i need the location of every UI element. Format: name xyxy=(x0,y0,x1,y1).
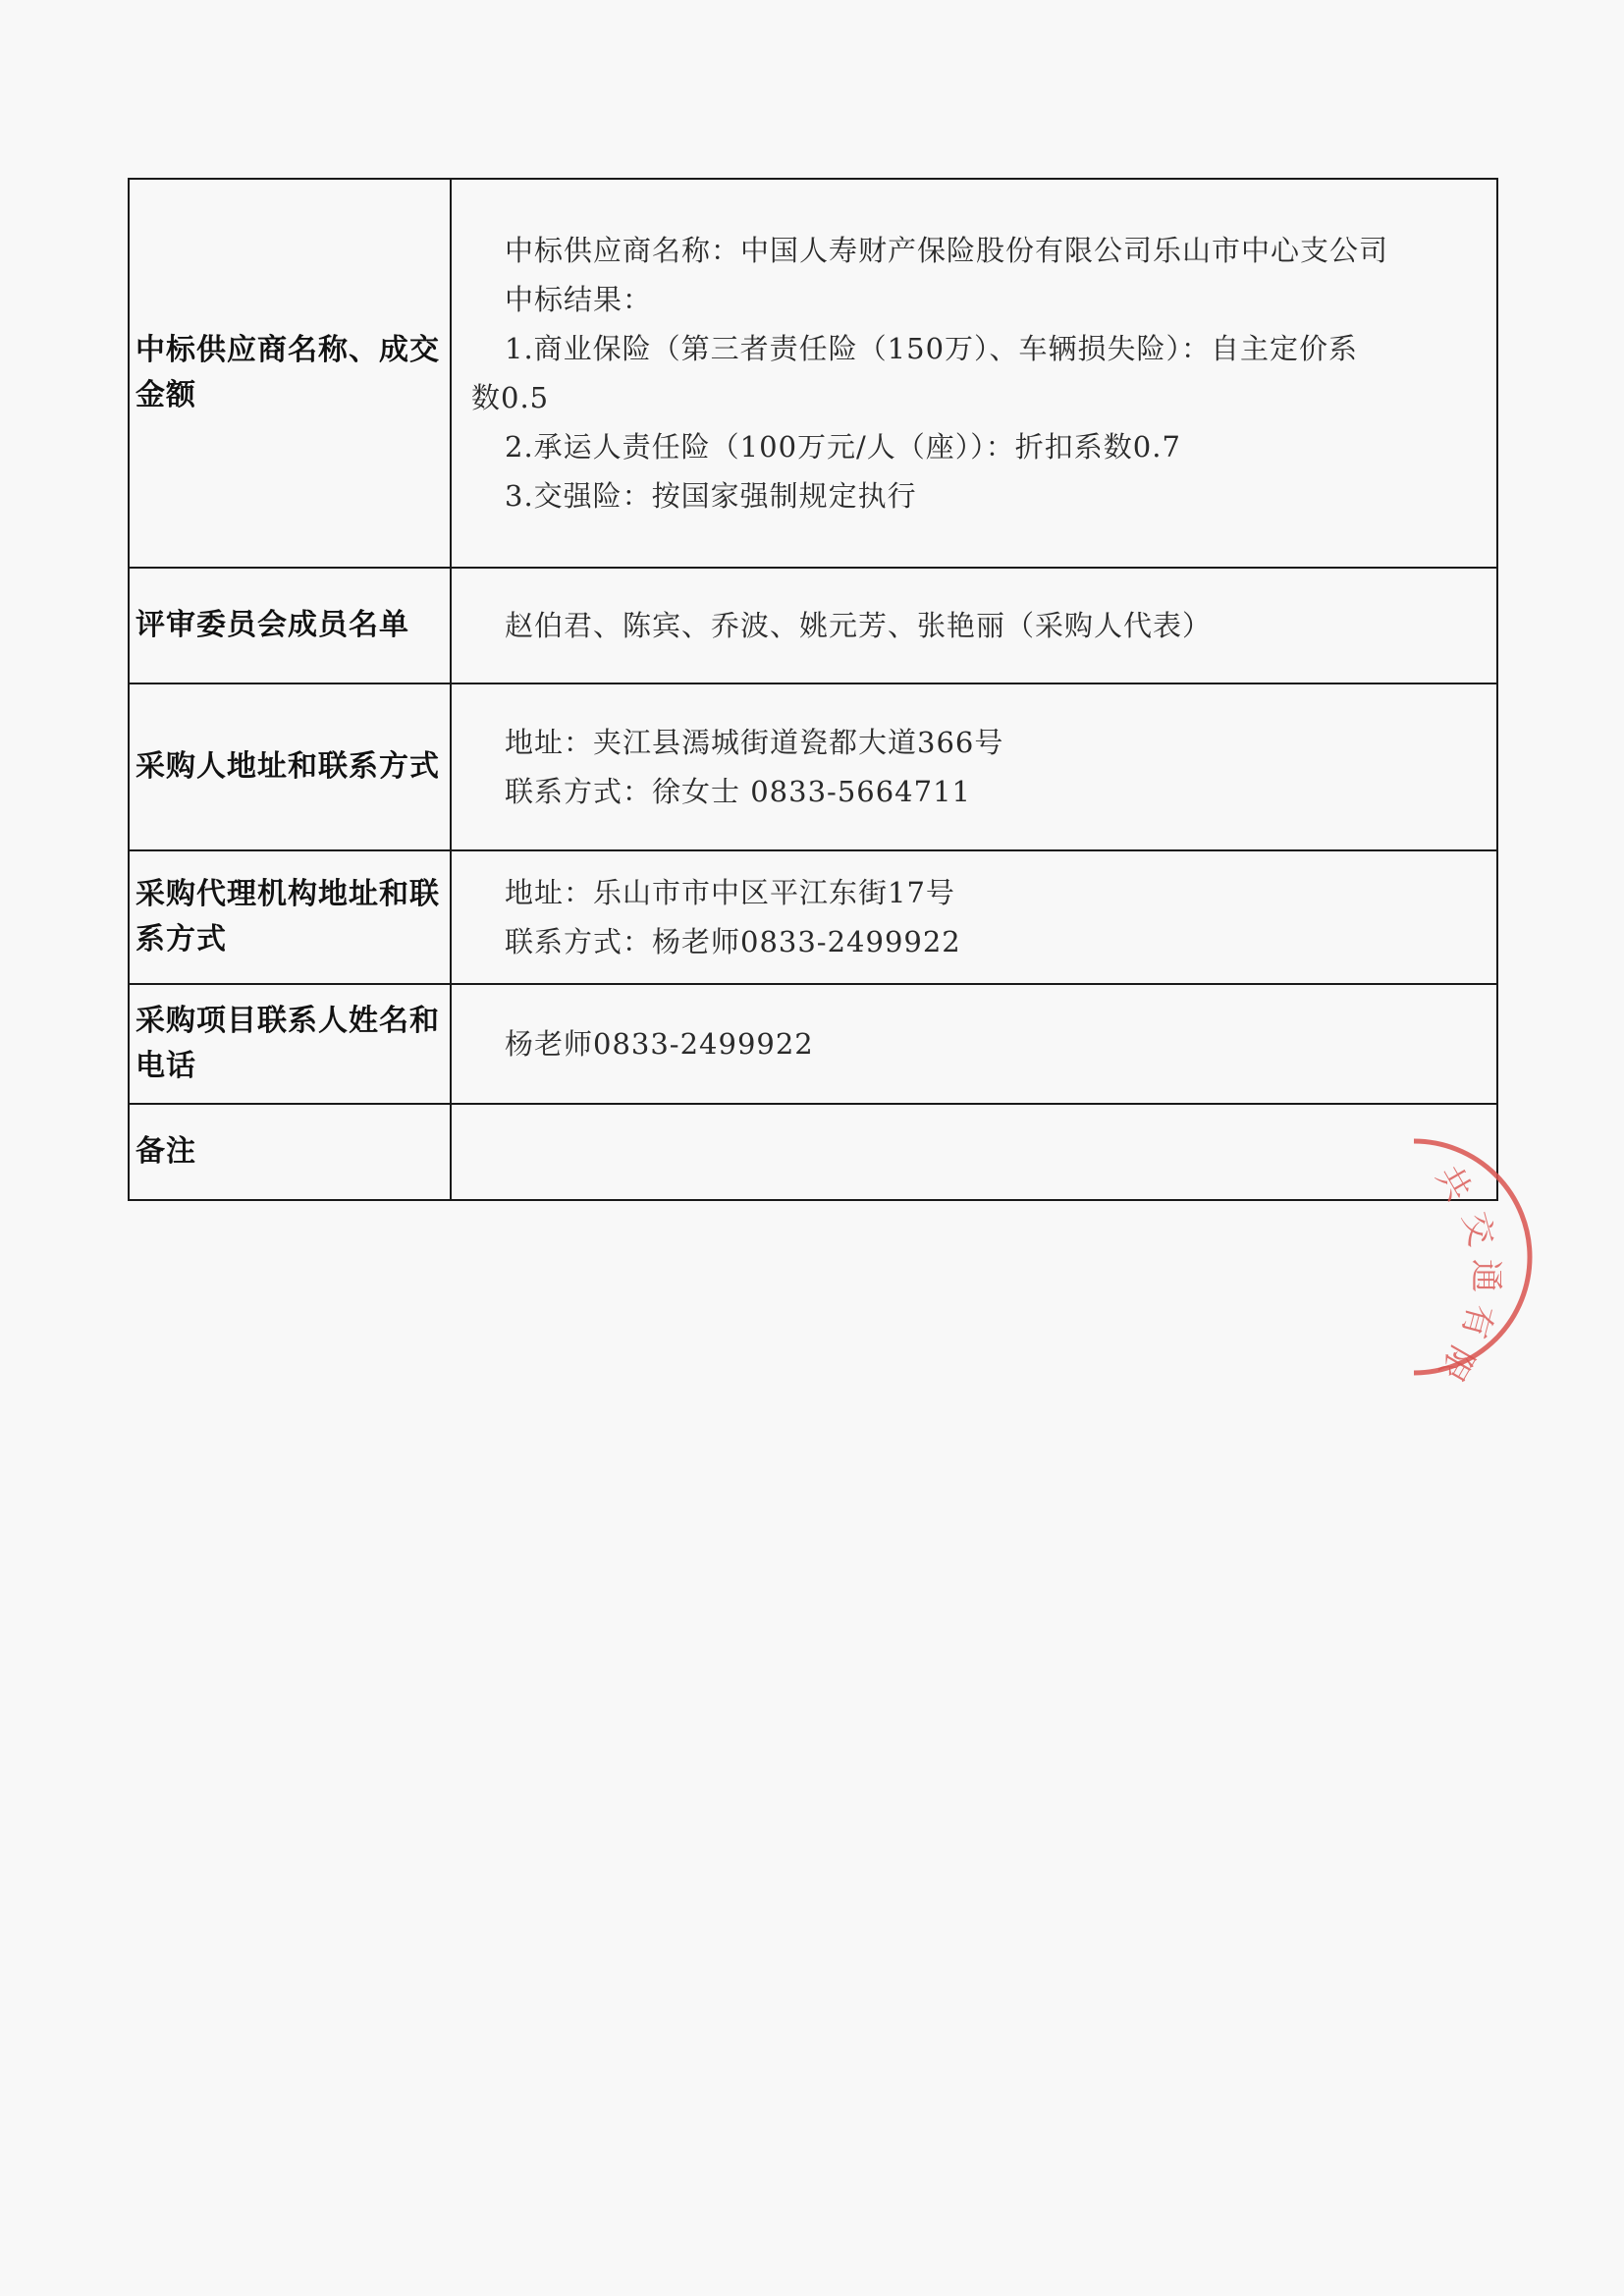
row-value xyxy=(451,850,1497,984)
table-row-review-committee xyxy=(129,568,1497,683)
value-line: 联系方式：杨老师0833-2499922 xyxy=(505,925,961,958)
svg-text:限: 限 xyxy=(1431,1339,1482,1388)
row-value xyxy=(451,984,1497,1104)
value-line: 中标供应商名称：中国人寿财产保险股份有限公司乐山市中心支公司 xyxy=(505,234,1389,267)
table-row-project-contact xyxy=(129,984,1497,1104)
value-line: 1.商业保险（第三者责任险（150万）、车辆损失险）：自主定价系 xyxy=(505,332,1359,365)
row-label: 评审委员会成员名单 xyxy=(129,568,451,683)
table-row-agency-contact xyxy=(129,850,1497,984)
row-label: 采购项目联系人姓名和电话 xyxy=(129,984,451,1104)
value-line: 赵伯君、陈宾、乔波、姚元芳、张艳丽（采购人代表） xyxy=(505,609,1213,642)
official-seal-stamp xyxy=(1414,1110,1600,1404)
row-label: 中标供应商名称、成交金额 xyxy=(129,179,451,568)
value-line: 联系方式：徐女士 0833-5664711 xyxy=(505,775,971,808)
svg-text:共: 共 xyxy=(1428,1159,1479,1208)
value-line: 数0.5 xyxy=(471,381,550,414)
row-value xyxy=(451,568,1497,683)
table-row-winning-supplier xyxy=(129,179,1497,568)
award-info-table xyxy=(128,178,1498,1201)
value-line: 中标结果： xyxy=(505,283,653,316)
value-line: 地址：乐山市市中区平江东街17号 xyxy=(505,876,955,909)
svg-text:交: 交 xyxy=(1454,1207,1501,1251)
table-row-purchaser-contact xyxy=(129,683,1497,850)
value-line: 2.承运人责任险（100万元/人（座））：折扣系数0.7 xyxy=(505,430,1181,464)
row-value xyxy=(451,683,1497,850)
row-label: 采购人地址和联系方式 xyxy=(129,683,451,850)
value-line: 地址：夹江县漹城街道瓷都大道366号 xyxy=(505,726,1004,759)
value-line: 杨老师0833-2499922 xyxy=(505,1027,814,1061)
value-line: 3.交强险：按国家强制规定执行 xyxy=(505,479,917,513)
svg-text:有: 有 xyxy=(1453,1299,1500,1342)
table-row-remarks xyxy=(129,1104,1497,1200)
row-label: 采购代理机构地址和联系方式 xyxy=(129,850,451,984)
row-value xyxy=(451,179,1497,568)
svg-text:通: 通 xyxy=(1466,1259,1505,1292)
row-label: 备注 xyxy=(129,1104,451,1200)
row-value-empty xyxy=(451,1104,1497,1200)
